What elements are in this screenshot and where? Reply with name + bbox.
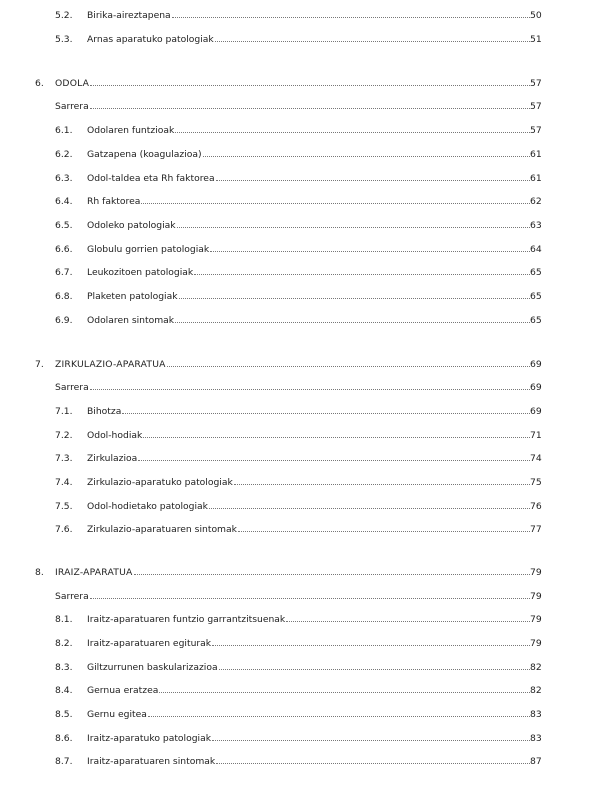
toc-entry-title[interactable]: Odolaren funtzioak xyxy=(87,123,175,139)
toc-section-entry[interactable] xyxy=(0,194,600,210)
toc-entry-title-wrap xyxy=(87,313,530,329)
toc-entry-title-wrap xyxy=(87,731,530,747)
toc-entry-title-wrap xyxy=(87,32,530,48)
toc-entry-title[interactable]: Bihotza xyxy=(87,404,122,420)
toc-entry-title[interactable]: IRAIZ-APARATUA xyxy=(55,565,134,581)
toc-entry-title[interactable]: Rh faktorea xyxy=(87,194,141,210)
toc-entry-page-number[interactable]: 61 xyxy=(530,173,542,184)
dot-leader xyxy=(90,108,530,109)
toc-section-entry[interactable] xyxy=(0,636,600,652)
toc-entry-title-wrap xyxy=(87,289,530,305)
toc-entry-number: 7.1. xyxy=(55,406,73,417)
dot-leader xyxy=(203,156,530,157)
toc-section-entry[interactable] xyxy=(0,451,600,467)
dot-leader xyxy=(138,460,530,461)
toc-entry-page-number[interactable]: 65 xyxy=(530,267,542,278)
toc-entry-title[interactable]: Sarrera xyxy=(55,99,90,115)
toc-entry-number: 5.3. xyxy=(55,34,73,45)
toc-entry-title[interactable]: Iraitz-aparatuko patologiak xyxy=(87,731,212,747)
dot-leader xyxy=(90,85,530,86)
toc-entry-number: 8.3. xyxy=(55,662,73,673)
toc-entry-title[interactable]: Odolaren sintomak xyxy=(87,313,175,329)
toc-entry-title-wrap xyxy=(87,404,530,420)
toc-entry-title-wrap xyxy=(87,451,530,467)
toc-section-entry[interactable] xyxy=(0,32,600,48)
toc-entry-title-wrap xyxy=(87,612,530,628)
toc-entry-number: 7.4. xyxy=(55,477,73,488)
toc-entry-number: 6.3. xyxy=(55,173,73,184)
toc-entry-page-number[interactable]: 74 xyxy=(530,453,542,464)
toc-entry-page-number[interactable]: 75 xyxy=(530,477,542,488)
toc-entry-page-number[interactable]: 79 xyxy=(530,591,542,602)
dot-leader xyxy=(212,645,530,646)
toc-entry-title[interactable]: Globulu gorrien patologiak xyxy=(87,242,210,258)
dot-leader xyxy=(143,437,530,438)
toc-entry-title[interactable]: Zirkulazioa xyxy=(87,451,138,467)
dot-leader xyxy=(238,531,530,532)
toc-entry-title-wrap xyxy=(87,683,530,699)
toc-entry-page-number[interactable]: 62 xyxy=(530,196,542,207)
toc-section-entry[interactable] xyxy=(0,754,600,770)
toc-entry-title[interactable]: Gatzapena (koagulazioa) xyxy=(87,147,203,163)
toc-entry-title[interactable]: ZIRKULAZIO-APARATUA xyxy=(55,357,167,373)
toc-entry-page-number[interactable]: 51 xyxy=(530,34,542,45)
dot-leader xyxy=(134,574,531,575)
dot-leader xyxy=(159,692,530,693)
toc-section-entry[interactable] xyxy=(0,313,600,329)
toc-entry-page-number[interactable]: 57 xyxy=(530,101,542,112)
dot-leader xyxy=(215,41,530,42)
toc-entry-page-number[interactable]: 57 xyxy=(530,125,542,136)
toc-section-entry[interactable] xyxy=(0,147,600,163)
toc-section-entry[interactable] xyxy=(0,218,600,234)
toc-entry-page-number[interactable]: 82 xyxy=(530,662,542,673)
toc-entry-number: 6.7. xyxy=(55,267,73,278)
dot-leader xyxy=(167,366,530,367)
toc-section-entry[interactable] xyxy=(0,499,600,515)
toc-entry-title-wrap xyxy=(55,380,530,396)
toc-section-entry[interactable] xyxy=(0,242,600,258)
toc-entry-page-number[interactable]: 79 xyxy=(530,567,542,578)
toc-entry-title[interactable]: Gernu egitea xyxy=(87,707,148,723)
dot-leader xyxy=(90,389,530,390)
toc-entry-title[interactable]: Birika-aireztapena xyxy=(87,8,172,24)
toc-entry-page-number[interactable]: 79 xyxy=(530,614,542,625)
toc-entry-title[interactable]: Sarrera xyxy=(55,589,90,605)
toc-entry-page-number[interactable]: 83 xyxy=(530,709,542,720)
toc-entry-number: 7.6. xyxy=(55,524,73,535)
toc-section-entry[interactable] xyxy=(0,8,600,24)
dot-leader xyxy=(122,413,530,414)
toc-section-entry[interactable] xyxy=(0,404,600,420)
toc-entry-number: 7. xyxy=(35,359,44,370)
toc-entry-title-wrap xyxy=(55,76,530,92)
toc-entry-number: 8.1. xyxy=(55,614,73,625)
toc-entry-title[interactable]: Sarrera xyxy=(55,380,90,396)
dot-leader xyxy=(286,621,530,622)
toc-entry-number: 6.2. xyxy=(55,149,73,160)
dot-leader xyxy=(175,322,530,323)
dot-leader xyxy=(209,508,530,509)
toc-entry-number: 8.7. xyxy=(55,756,73,767)
toc-chapter-entry[interactable] xyxy=(0,565,600,581)
toc-entry-title[interactable]: Zirkulazio-aparatuko patologiak xyxy=(87,475,234,491)
toc-entry-page-number[interactable]: 87 xyxy=(530,756,542,767)
toc-entry-title-wrap xyxy=(87,242,530,258)
toc-entry-page-number[interactable]: 65 xyxy=(530,315,542,326)
toc-intro-entry[interactable] xyxy=(0,589,600,605)
toc-entry-title[interactable]: ODOLA xyxy=(55,76,90,92)
toc-chapter-entry[interactable] xyxy=(0,76,600,92)
toc-section-entry[interactable] xyxy=(0,731,600,747)
dot-leader xyxy=(90,598,530,599)
toc-entry-title-wrap xyxy=(87,123,530,139)
toc-entry-title-wrap xyxy=(87,171,530,187)
toc-entry-page-number[interactable]: 77 xyxy=(530,524,542,535)
toc-entry-number: 6.9. xyxy=(55,315,73,326)
toc-entry-number: 8.6. xyxy=(55,733,73,744)
toc-entry-title-wrap xyxy=(87,218,530,234)
toc-entry-title[interactable]: Iraitz-aparatuaren egiturak xyxy=(87,636,212,652)
toc-entry-title-wrap xyxy=(87,707,530,723)
toc-entry-number: 5.2. xyxy=(55,10,73,21)
dot-leader xyxy=(179,298,530,299)
toc-entry-number: 6.4. xyxy=(55,196,73,207)
toc-entry-title-wrap xyxy=(87,522,530,538)
dot-leader xyxy=(194,274,530,275)
toc-section-entry[interactable] xyxy=(0,522,600,538)
toc-entry-title[interactable]: Iraitz-aparatuaren funtzio garrantzitsuenak xyxy=(87,612,286,628)
toc-entry-title-wrap xyxy=(87,499,530,515)
dot-leader xyxy=(216,180,530,181)
dot-leader xyxy=(210,251,530,252)
toc-entry-number: 6.6. xyxy=(55,244,73,255)
toc-section-entry[interactable] xyxy=(0,171,600,187)
toc-entry-page-number[interactable]: 83 xyxy=(530,733,542,744)
dot-leader xyxy=(212,740,530,741)
toc-section-entry[interactable] xyxy=(0,289,600,305)
toc-entry-number: 6.8. xyxy=(55,291,73,302)
toc-section-entry[interactable] xyxy=(0,123,600,139)
toc-entry-title[interactable]: Iraitz-aparatuaren sintomak xyxy=(87,754,216,770)
toc-entry-title-wrap xyxy=(87,8,530,24)
toc-entry-title-wrap xyxy=(55,357,530,373)
toc-entry-title[interactable]: Odol-taldea eta Rh faktorea xyxy=(87,171,216,187)
dot-leader xyxy=(177,227,530,228)
toc-entry-page-number[interactable]: 61 xyxy=(530,149,542,160)
dot-leader xyxy=(172,17,530,18)
toc-entry-number: 6. xyxy=(35,78,44,89)
toc-entry-title[interactable]: Leukozitoen patologiak xyxy=(87,265,194,281)
toc-entry-title-wrap xyxy=(87,754,530,770)
toc-entry-title[interactable]: Odoleko patologiak xyxy=(87,218,177,234)
toc-entry-page-number[interactable]: 50 xyxy=(530,10,542,21)
toc-chapter-entry[interactable] xyxy=(0,357,600,373)
toc-entry-title[interactable]: Plaketen patologiak xyxy=(87,289,179,305)
toc-entry-title-wrap xyxy=(55,99,530,115)
toc-entry-page-number[interactable]: 76 xyxy=(530,501,542,512)
toc-entry-title-wrap xyxy=(55,589,530,605)
toc-entry-title[interactable]: Zirkulazio-aparatuaren sintomak xyxy=(87,522,238,538)
dot-leader xyxy=(234,484,530,485)
toc-section-entry[interactable] xyxy=(0,428,600,444)
toc-entry-page-number[interactable]: 71 xyxy=(530,430,542,441)
toc-entry-number: 8.2. xyxy=(55,638,73,649)
toc-entry-title-wrap xyxy=(87,265,530,281)
dot-leader xyxy=(141,203,530,204)
toc-entry-title-wrap xyxy=(87,660,530,676)
toc-entry-number: 7.3. xyxy=(55,453,73,464)
toc-entry-title-wrap xyxy=(87,475,530,491)
toc-entry-number: 7.2. xyxy=(55,430,73,441)
toc-section-entry[interactable] xyxy=(0,707,600,723)
toc-entry-number: 8. xyxy=(35,567,44,578)
toc-entry-title-wrap xyxy=(87,194,530,210)
toc-entry-page-number[interactable]: 65 xyxy=(530,291,542,302)
toc-entry-page-number[interactable]: 79 xyxy=(530,638,542,649)
toc-entry-page-number[interactable]: 69 xyxy=(530,359,542,370)
toc-entry-page-number[interactable]: 69 xyxy=(530,382,542,393)
toc-entry-title[interactable]: Odol-hodietako patologiak xyxy=(87,499,209,515)
toc-entry-title-wrap xyxy=(87,428,530,444)
toc-entry-page-number[interactable]: 69 xyxy=(530,406,542,417)
toc-entry-title[interactable]: Odol-hodiak xyxy=(87,428,143,444)
dot-leader xyxy=(216,763,530,764)
dot-leader xyxy=(219,669,530,670)
toc-entry-title[interactable]: Giltzurrunen baskularizazioa xyxy=(87,660,219,676)
toc-entry-number: 7.5. xyxy=(55,501,73,512)
toc-section-entry[interactable] xyxy=(0,265,600,281)
toc-entry-number: 8.5. xyxy=(55,709,73,720)
dot-leader xyxy=(148,716,530,717)
toc-entry-title-wrap xyxy=(87,636,530,652)
toc-entry-title[interactable]: Gernua eratzea xyxy=(87,683,159,699)
toc-section-entry[interactable] xyxy=(0,660,600,676)
toc-entry-title-wrap xyxy=(55,565,530,581)
dot-leader xyxy=(175,132,530,133)
toc-entry-page-number[interactable]: 64 xyxy=(530,244,542,255)
toc-entry-title-wrap xyxy=(87,147,530,163)
toc-entry-page-number[interactable]: 57 xyxy=(530,78,542,89)
toc-entry-page-number[interactable]: 82 xyxy=(530,685,542,696)
toc-entry-number: 8.4. xyxy=(55,685,73,696)
toc-entry-number: 6.5. xyxy=(55,220,73,231)
toc-intro-entry[interactable] xyxy=(0,99,600,115)
toc-entry-number: 6.1. xyxy=(55,125,73,136)
toc-intro-entry[interactable] xyxy=(0,380,600,396)
toc-entry-title[interactable]: Arnas aparatuko patologiak xyxy=(87,32,215,48)
toc-entry-page-number[interactable]: 63 xyxy=(530,220,542,231)
toc-section-entry[interactable] xyxy=(0,475,600,491)
toc-section-entry[interactable] xyxy=(0,612,600,628)
toc-section-entry[interactable] xyxy=(0,683,600,699)
